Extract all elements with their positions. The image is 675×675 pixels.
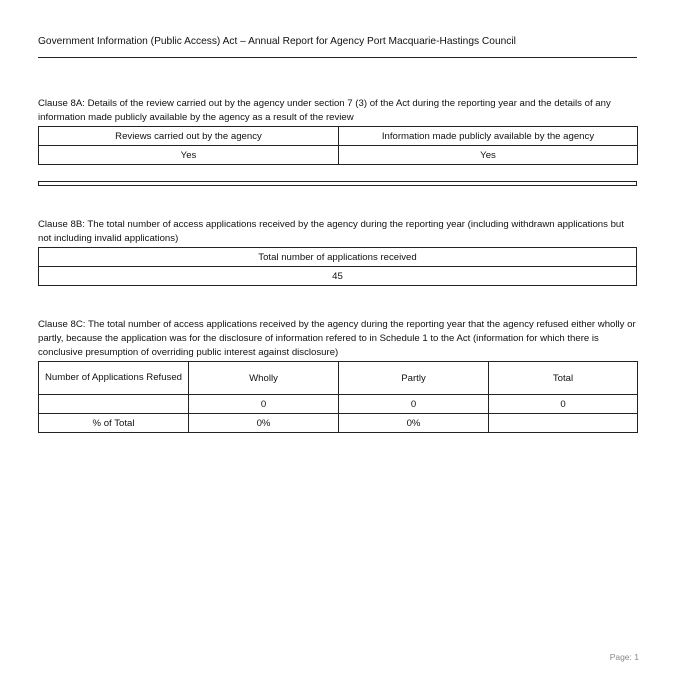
clause-8c-header-partly: Partly	[339, 362, 489, 395]
clause-8c-row1-label	[39, 395, 189, 414]
clause-8c-header-total: Total	[489, 362, 638, 395]
page-number: Page: 1	[609, 652, 639, 662]
header-divider	[38, 57, 637, 58]
clause-8a-text: Clause 8A: Details of the review carried out by the agency under section 7 (3) of the Act during the reporting year and the details of any information made publicly available by the agency as a result of the review	[38, 98, 611, 123]
clause-8c-row1-wholly: 0	[189, 395, 339, 414]
clause-8c-row2-label: % of Total	[39, 414, 189, 433]
clause-8c-row2-wholly: 0%	[189, 414, 339, 433]
clause-8c-row1-total: 0	[489, 395, 638, 414]
clause-8a-value-information: Yes	[339, 146, 638, 165]
clause-8c-table	[38, 361, 638, 433]
clause-8c-row2-total	[489, 414, 638, 433]
report-title: Government Information (Public Access) Act – Annual Report for Agency Port Macquarie-Hastings Council	[38, 36, 516, 47]
clause-8a-header-reviews: Reviews carried out by the agency	[39, 127, 339, 146]
clause-8c-row1-partly: 0	[339, 395, 489, 414]
clause-8a-header-information: Information made publicly available by the agency	[339, 127, 638, 146]
clause-8a-table	[38, 126, 638, 165]
clause-8b-text: Clause 8B: The total number of access applications received by the agency during the reporting year (including withdrawn applications but not including invalid applications)	[38, 219, 624, 244]
clause-8c-header-refused: Number of Applications Refused	[39, 362, 189, 395]
section-divider-bar	[38, 181, 637, 186]
clause-8c-header-wholly: Wholly	[189, 362, 339, 395]
clause-8b-header-total: Total number of applications received	[39, 248, 637, 267]
clause-8b-value-total: 45	[39, 267, 637, 286]
clause-8c-row2-partly: 0%	[339, 414, 489, 433]
clause-8a-value-reviews: Yes	[39, 146, 339, 165]
clause-8b-table	[38, 247, 637, 286]
clause-8c-text: Clause 8C: The total number of access applications received by the agency during the reporting year that the agency refused either wholly or partly, because the application was for the disclosure of information refered to in Schedule 1 to the Act (information for which there is conclusive presumption of overriding public interest against disclosure)	[38, 319, 636, 358]
